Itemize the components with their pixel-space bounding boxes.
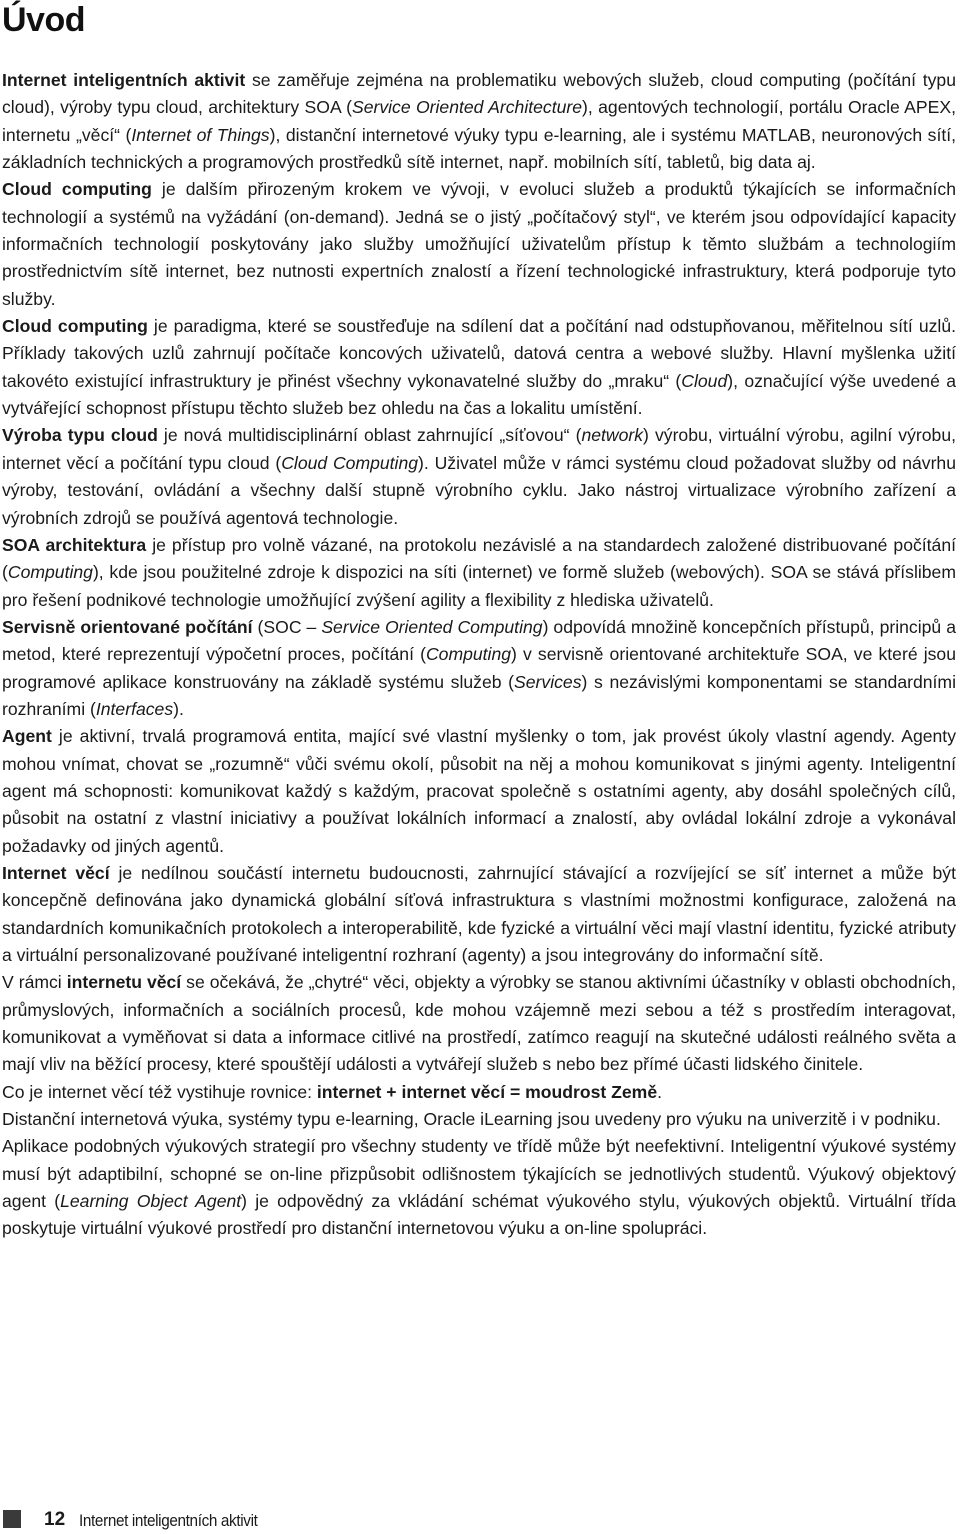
paragraph [2, 1133, 956, 1242]
bold-term: Cloud computing [2, 316, 148, 337]
page-footer [0, 1508, 600, 1532]
italic-term: Computing [425, 644, 512, 665]
text-run: se zaměřuje zejména na problematiku webových služeb, cloud computing (počítání typu cloud), výroby typu cloud, architektury SOA ( [2, 70, 956, 118]
body-text [2, 67, 956, 1243]
page-number: 12 [44, 1509, 66, 1530]
bold-term: internet + internet věcí = moudrost Země [316, 1081, 658, 1102]
bold-term: Internet věcí [2, 862, 110, 883]
paragraph [2, 176, 956, 313]
text-run: Aplikace podobných výukových strategií pro všechny studenty ve třídě může být neefektivní. Inteligentní výukové systémy musí být adaptibilní, schopné se on-line přizpůsobit odlišnostem týkajících se jednotlivých studentů. Výukový objektový agent ( [2, 1136, 956, 1212]
text-run: . [657, 1081, 663, 1102]
paragraph [2, 422, 956, 531]
text-run: ), kde jsou použitelné zdroje k dispozici na síti (internet) ve formě služeb (webových). SOA se stává příslibem pro řešení podnikové technologie umožňující zvýšení agility a flexibility z hlediska uživatelů. [2, 562, 956, 610]
paragraph [2, 313, 956, 422]
text-run: se očekává, že „chytré“ věci, objekty a výrobky se stanou aktivními účastníky v oblasti obchodních, průmyslových, informačních a sociálních procesů, kde mohou vzájemně mezi sebou a též s prostředím interagovat, komunikovat a vyměňovat si data a informace citlivé na prostředí, zatímco reagují na skutečné události reálného světa a mají vliv na běžící procesy, které spouštějí události a vytvářejí služeb s nebo bez přímé účasti lidského činitele. [2, 972, 956, 1075]
bold-term: Servisně orientované počítání [2, 616, 253, 637]
italic-term: Interfaces [95, 698, 174, 719]
bold-term: Internet inteligentních aktivit [2, 70, 246, 90]
bold-term: SOA architektura [2, 534, 147, 555]
text-run: ). [173, 698, 184, 719]
text-run: ) je odpovědný za vkládání schémat výukového stylu, výukových objektů. Virtuální třída poskytuje virtuální výukové prostředí pro distanční internetovou výuku a on-line spolupráci. [2, 1191, 956, 1239]
paragraph [2, 969, 956, 1078]
text-run: je paradigma, které se soustřeďuje na sdílení dat a počítání nad odstupňovanou, měřitelnou sítí uzlů. Příklady takových uzlů zahrnují počítače koncových uživatelů, datová centra a webové služby. Hlavní myšlenka užití takovéto existující infrastruktury je přinést všechny vykonavatelné služby do „mraku“ ( [2, 316, 956, 391]
text-run: Co je internet věcí též vystihuje rovnice: [2, 1081, 317, 1102]
text-run: ). Uživatel může v rámci systému cloud požadovat služby od návrhu výroby, testování, ovládání a všechny další stupně výrobního cyklu. Jako nástroj virtualizace výrobního zařízení a výrobních zdrojů se používá agentová technologie. [2, 452, 956, 528]
bold-term: Výroba typu cloud [2, 425, 158, 446]
text-run: ), označující výše uvedené a vytvářející schopnost přístupu těchto služeb bez ohledu na čas a lokalitu umístění. [2, 370, 956, 419]
page-heading: Úvod [2, 1, 85, 39]
paragraph [2, 614, 956, 723]
italic-term: network [581, 425, 644, 446]
text-run: ), agentových technologií, portálu Oracle APEX, internetu „věcí“ ( [2, 97, 957, 145]
paragraph [2, 1079, 956, 1106]
bold-term: internetu věcí [66, 972, 182, 993]
italic-term: Service Oriented Architecture [351, 97, 583, 118]
italic-term: Learning Object Agent [60, 1191, 242, 1212]
italic-term: Computing [7, 562, 93, 583]
text-run: V rámci [2, 972, 67, 993]
italic-term: Internet of Things [131, 124, 270, 145]
italic-term: Service Oriented Computing [321, 616, 543, 637]
text-run: je přístup pro volně vázané, na protokolu nezávislé a na standardech založené distribuované počítání ( [2, 534, 957, 583]
italic-term: Services [514, 671, 582, 692]
footer-marker [3, 1510, 21, 1528]
text-run: (SOC – [252, 616, 322, 637]
paragraph [2, 1106, 956, 1133]
bold-term: Agent [2, 726, 52, 747]
italic-term: Cloud [681, 370, 728, 391]
text-run: ) v servisně orientované architektuře SOA, ve které jsou programové aplikace konstruovány na základě systému služeb ( [2, 644, 956, 692]
text-run: je nová multidisciplinární oblast zahrnující „síťovou“ ( [157, 425, 582, 446]
text-run: ) výrobu, virtuální výrobu, agilní výrobu, internet věcí a počítání typu cloud ( [2, 425, 956, 473]
paragraph [2, 723, 956, 860]
paragraph [2, 860, 956, 969]
text-run: je dalším přirozeným krokem ve vývoji, v evoluci služeb a produktů týkajících se informačních technologií a systémů na vyžádání (on-demand). Jedná se o jistý „počítačový styl“, ve kterém jsou odpovídající kapacity informačních technologií poskytovány jako služby umožňující uživatelům přístup k těmto službám a technologiím prostřednictvím sítě internet, bez nutnosti expertních znalostí a řízení technologické infrastruktury, která podporuje tyto služby. [2, 179, 957, 309]
text-run: ) odpovídá množině koncepčních přístupů, principů a metod, které reprezentují výpočetní proces, počítání ( [2, 616, 956, 665]
text-run: je nedílnou součástí internetu budoucnosti, zahrnující stávající a rozvíjející se síť internet a může být koncepčně definována jako dynamická globální síťová infrastruktura s vlastními možnostmi konfigurace, založená na standardních komunikačních protokolech a interoperabilitě, kde fyzické a virtuální věci mají vlastní identitu, fyzické atributy a virtuální personalizované používané inteligentní rozhraní (agenty) a jsou integrovány do informační sítě. [2, 862, 956, 965]
italic-term: Cloud Computing [281, 452, 419, 473]
text-run: Distanční internetová výuka, systémy typu e-learning, Oracle iLearning jsou uvedeny pro výuku na univerzitě i v podniku. [2, 1109, 941, 1130]
text-run: ) s nezávislými komponentami se standardními rozhraními ( [2, 671, 956, 719]
text-run: ), distanční internetové výuky typu e-learning, ale i systému MATLAB, neuronových sítí, základních technických a programových prostředků sítě internet, např. mobilních sítí, tabletů, big data aj. [2, 124, 957, 173]
running-title: Internet inteligentních aktivit [79, 1511, 258, 1530]
paragraph [2, 532, 956, 614]
bold-term: Cloud computing [2, 179, 152, 200]
paragraph [2, 67, 956, 176]
text-run: je aktivní, trvalá programová entita, mající své vlastní myšlenky o tom, jak provést úkoly vlastní agendy. Agenty mohou vnímat, chovat se „rozumně“ vůči svému okolí, působit na něj a mohou komunikovat s jinými agenty. Inteligentní agent má schopnosti: komunikovat každý s každým, pracovat společně s ostatními agenty, aby dosáhl společných cílů, působit na ostatní z vlastní iniciativy a používat lokálních informací a znalostí, aby ovládal lokální zdroje a vykonával požadavky od jiných agentů. [2, 726, 956, 856]
